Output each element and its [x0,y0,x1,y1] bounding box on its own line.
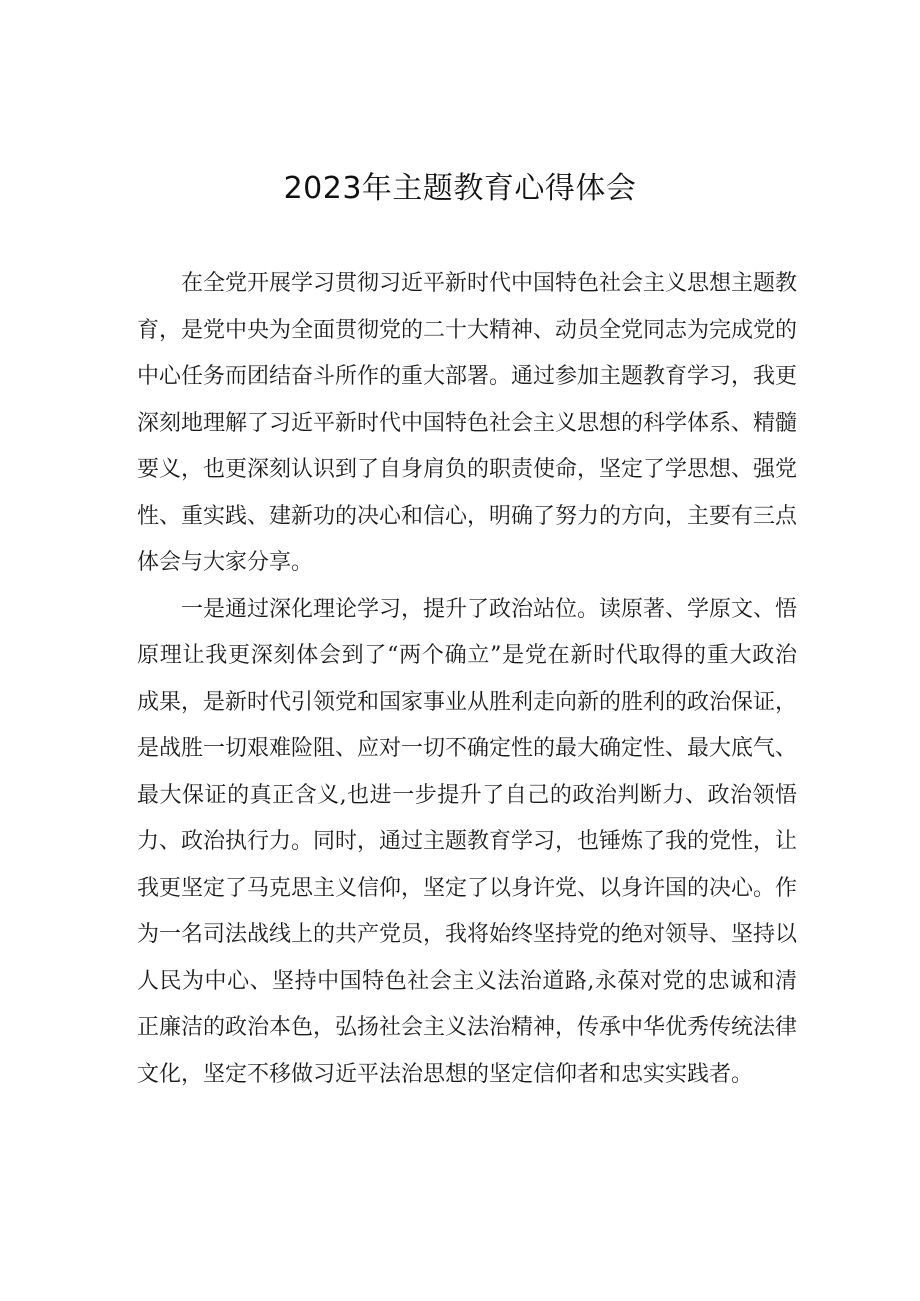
paragraph-intro: 在全党开展学习贯彻习近平新时代中国特色社会主义思想主题教育，是党中央为全面贯彻党的二十大精神、动员全党同志为完成党的中心任务而团结奋斗所作的重大部署。通过参加主题教育学习，我更深刻地理解了习近平新时代中国特色社会主义思想的科学体系、精髓要义，也更深刻认识到了自身肩负的职责使命，坚定了学思想、强党性、重实践、建新功的决心和信心，明确了努力的方向，主要有三点体会与大家分享。 [137,271,798,575]
document-title: 2023年主题教育心得体会 [283,171,637,206]
document-body [137,261,797,1098]
paragraph-point-one: 一是通过深化理论学习，提升了政治站位。读原著、学原文、悟原理让我更深刻体会到了“两个确立”是党在新时代取得的重大政治成果，是新时代引领党和国家事业从胜利走向新的胜利的政治保证，是战胜一切艰难险阻、应对一切不确定性的最大确定性、最大底气、最大保证的真正含义,也进一步提升了自己的政治判断力、政治领悟力、政治执行力。同时，通过主题教育学习，也锤炼了我的党性，让我更坚定了马克思主义信仰，坚定了以身许党、以身许国的决心。作为一名司法战线上的共产党员，我将始终坚持党的绝对领导、坚持以人民为中心、坚持中国特色社会主义法治道路,永葆对党的忠诚和清正廉洁的政治本色，弘扬社会主义法治精神，传承中华优秀传统法律文化，坚定不移做习近平法治思想的坚定信仰者和忠实实践者。 [137,596,798,1087]
